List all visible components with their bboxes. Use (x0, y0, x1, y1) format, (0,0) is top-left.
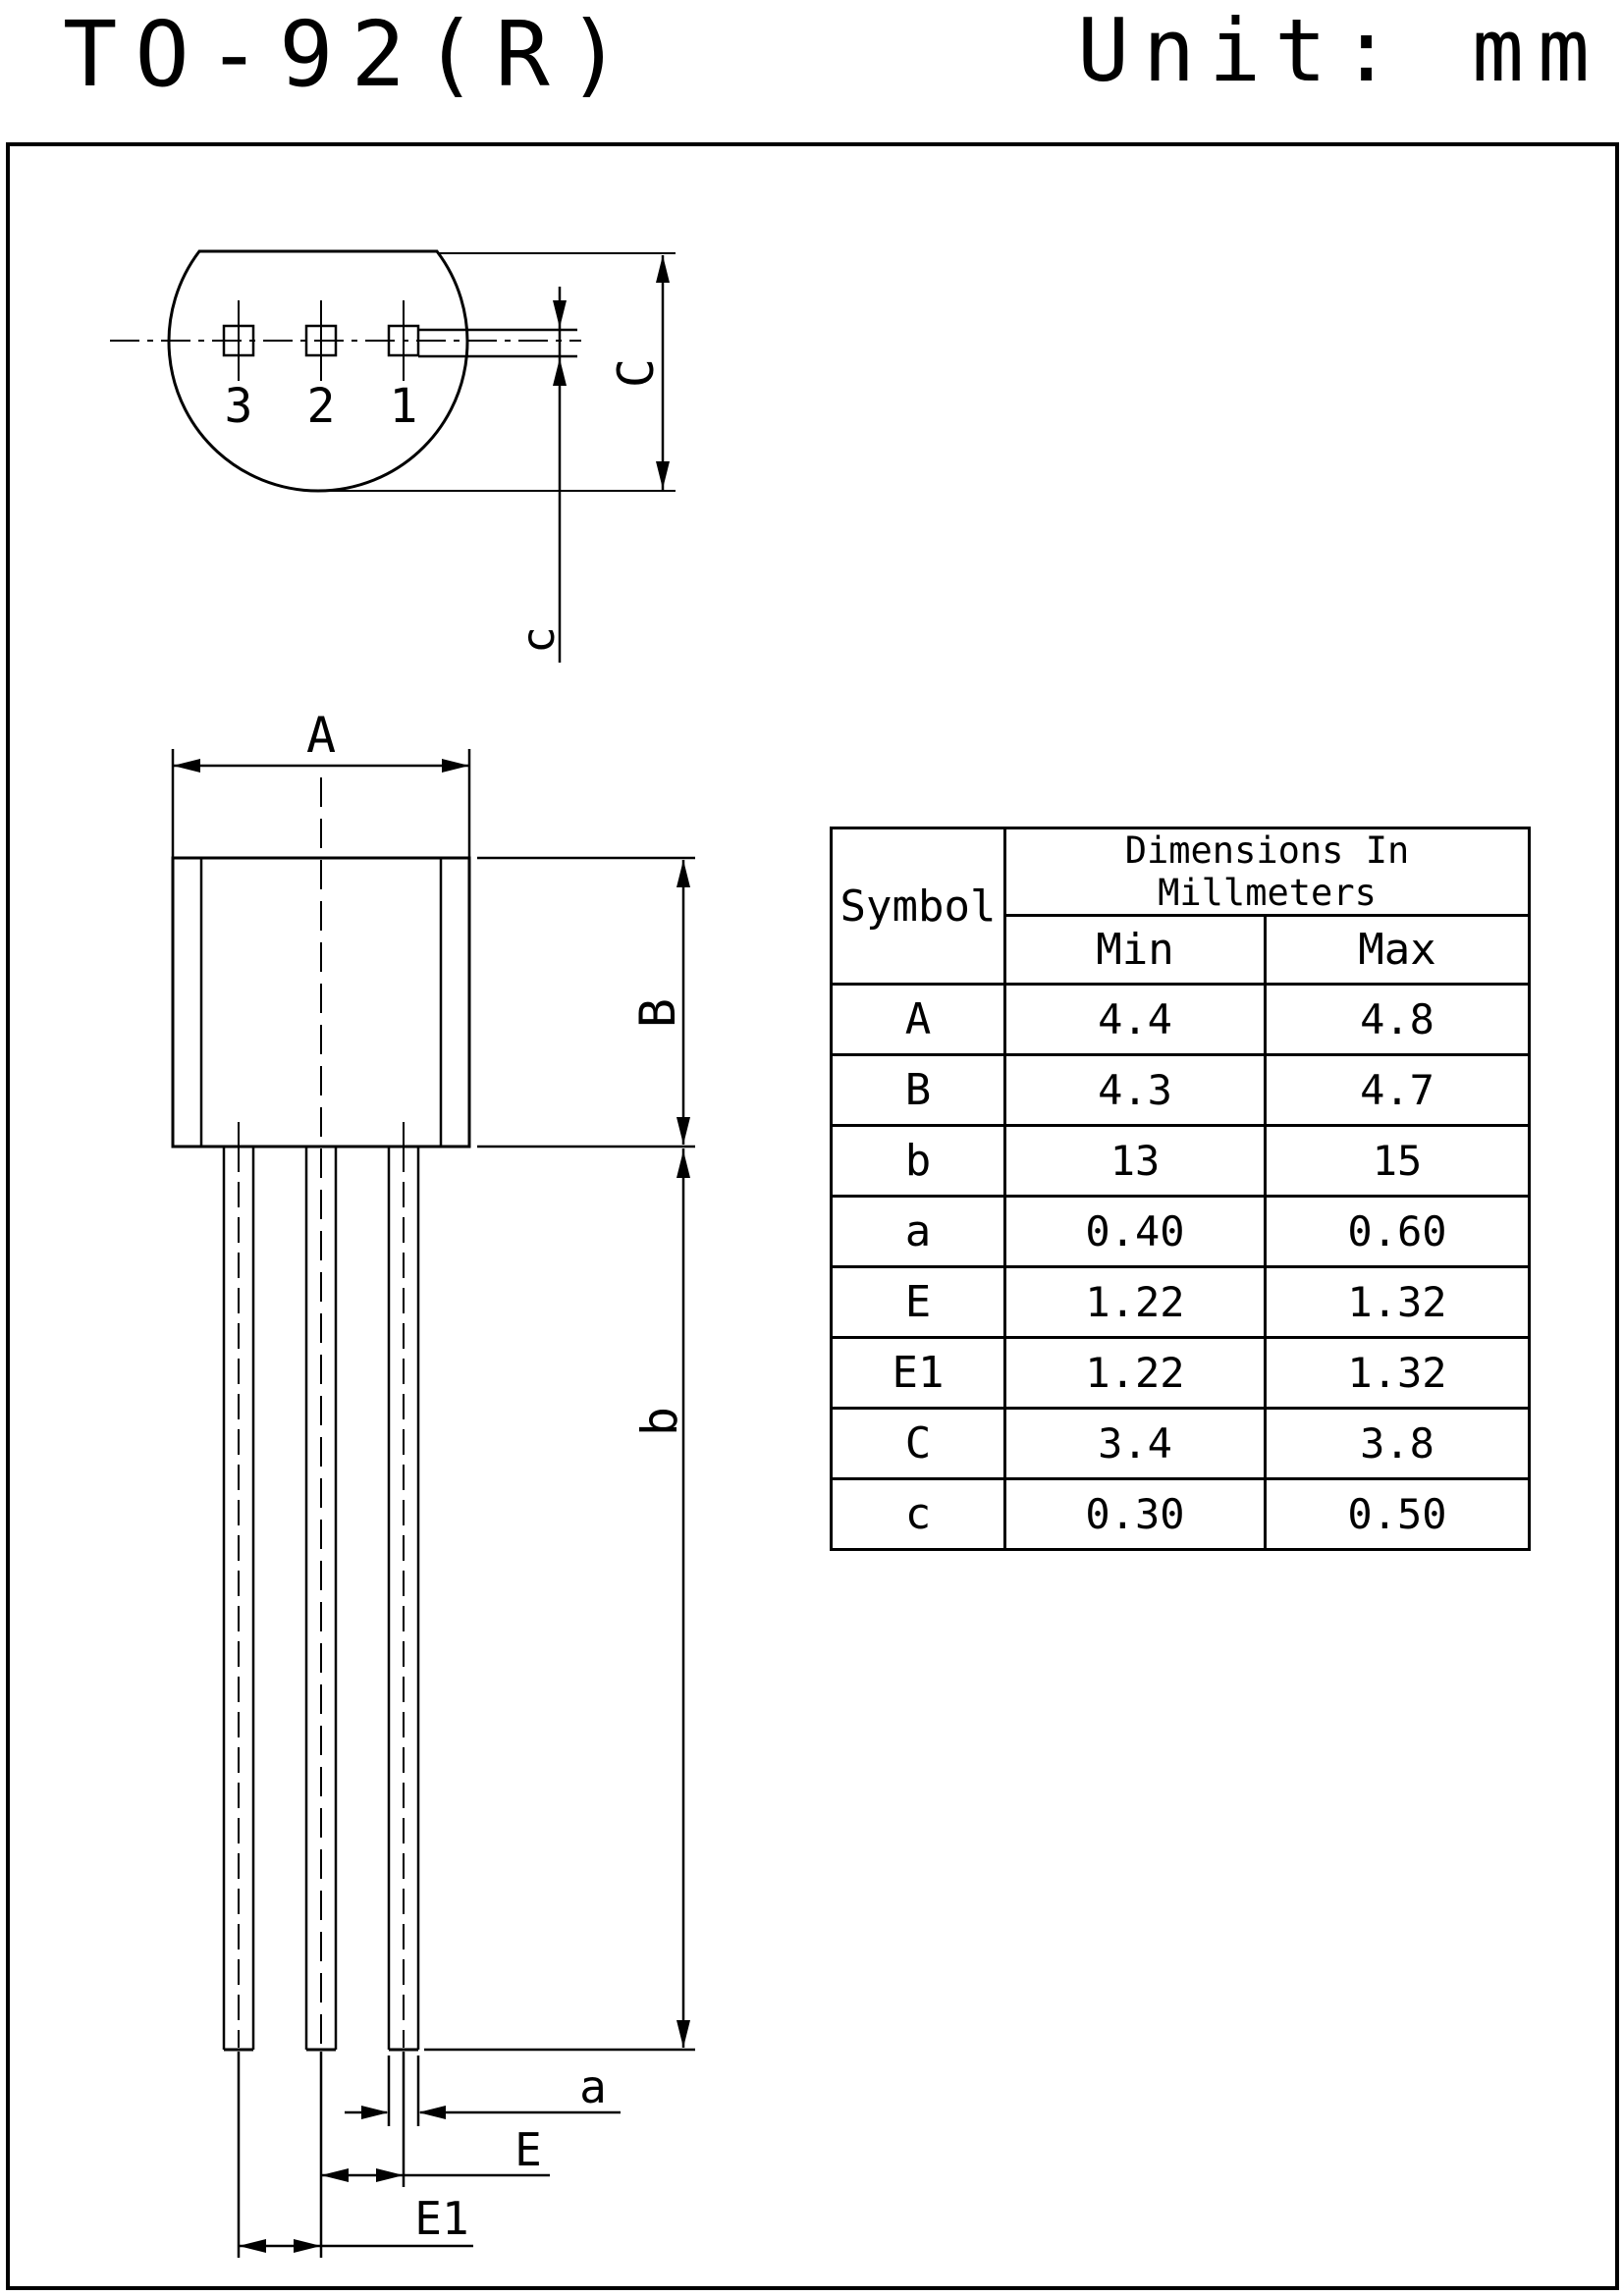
dimensions-table (830, 827, 1531, 1551)
min-cell: 0.40 (1005, 1197, 1266, 1267)
symbol-header-cell: Symbol (832, 828, 1005, 985)
min-cell: 0.30 (1005, 1479, 1266, 1550)
dim-E-label: E (514, 2123, 542, 2176)
dim-b-lines (424, 1148, 695, 2050)
max-cell: 0.50 (1266, 1479, 1530, 1550)
symbol-cell: E (832, 1267, 1005, 1338)
table-row (832, 1338, 1530, 1409)
min-cell: 1.22 (1005, 1267, 1266, 1338)
symbol-cell: E1 (832, 1338, 1005, 1409)
max-cell: 4.7 (1266, 1055, 1530, 1126)
dim-A-label: A (305, 707, 337, 764)
arrow-right-icon (376, 2168, 404, 2182)
symbol-cell: a (832, 1197, 1005, 1267)
min-cell: 4.3 (1005, 1055, 1266, 1126)
table-row (832, 985, 1530, 1055)
max-header-cell: Max (1266, 916, 1530, 985)
package-title: TO-92(R) (63, 2, 640, 107)
arrow-up-icon (676, 1150, 690, 1178)
table-row (832, 1267, 1530, 1338)
dim-B-label: B (629, 997, 686, 1029)
leg-left (224, 1122, 253, 2050)
arrow-up-icon (656, 255, 670, 283)
max-cell: 1.32 (1266, 1338, 1530, 1409)
min-header-cell: Min (1005, 916, 1266, 985)
dimensions-header-cell: Dimensions In Millmeters (1005, 828, 1530, 916)
table-row (832, 1126, 1530, 1197)
max-cell: 15 (1266, 1126, 1530, 1197)
arrow-up-icon (553, 358, 567, 386)
min-cell: 1.22 (1005, 1338, 1266, 1409)
dim-b-label: b (631, 1406, 688, 1437)
table-row (832, 1479, 1530, 1550)
arrow-down-icon (676, 1117, 690, 1145)
pin-1-label: 1 (389, 379, 418, 434)
arrow-left-icon (418, 2106, 446, 2119)
arrow-right-icon (442, 759, 469, 773)
dim-c-lines (553, 287, 567, 663)
symbol-cell: C (832, 1409, 1005, 1479)
max-cell: 3.8 (1266, 1409, 1530, 1479)
pin-1-lead-stub (418, 330, 577, 356)
arrow-left-icon (321, 2168, 349, 2182)
table-row (832, 1055, 1530, 1126)
max-cell: 4.8 (1266, 985, 1530, 1055)
dim-C-label: C (608, 357, 665, 389)
dim-c-label: c (512, 626, 565, 654)
unit-label: Unit: mm (1077, 0, 1603, 101)
table-row (832, 1409, 1530, 1479)
leg-right (389, 1122, 418, 2050)
arrow-up-icon (676, 860, 690, 887)
table-header-row (832, 828, 1530, 916)
dim-E1-label: E1 (414, 2192, 469, 2245)
min-cell: 4.4 (1005, 985, 1266, 1055)
front-view (173, 749, 695, 2258)
dim-a-label: a (579, 2060, 607, 2113)
max-cell: 1.32 (1266, 1267, 1530, 1338)
max-cell: 0.60 (1266, 1197, 1530, 1267)
arrow-left-icon (173, 759, 200, 773)
pin-2-label: 2 (306, 379, 336, 434)
top-view-outline (169, 251, 467, 491)
min-cell: 13 (1005, 1126, 1266, 1197)
arrow-down-icon (656, 461, 670, 489)
symbol-cell: A (832, 985, 1005, 1055)
arrow-left-icon (239, 2239, 266, 2253)
symbol-cell: b (832, 1126, 1005, 1197)
pin-3-label: 3 (224, 379, 253, 434)
arrow-right-icon (361, 2106, 389, 2119)
arrow-right-icon (294, 2239, 321, 2253)
symbol-cell: B (832, 1055, 1005, 1126)
table-row (832, 1197, 1530, 1267)
symbol-cell: c (832, 1479, 1005, 1550)
arrow-down-icon (553, 300, 567, 328)
min-cell: 3.4 (1005, 1409, 1266, 1479)
top-view (110, 251, 676, 663)
arrow-down-icon (676, 2020, 690, 2048)
